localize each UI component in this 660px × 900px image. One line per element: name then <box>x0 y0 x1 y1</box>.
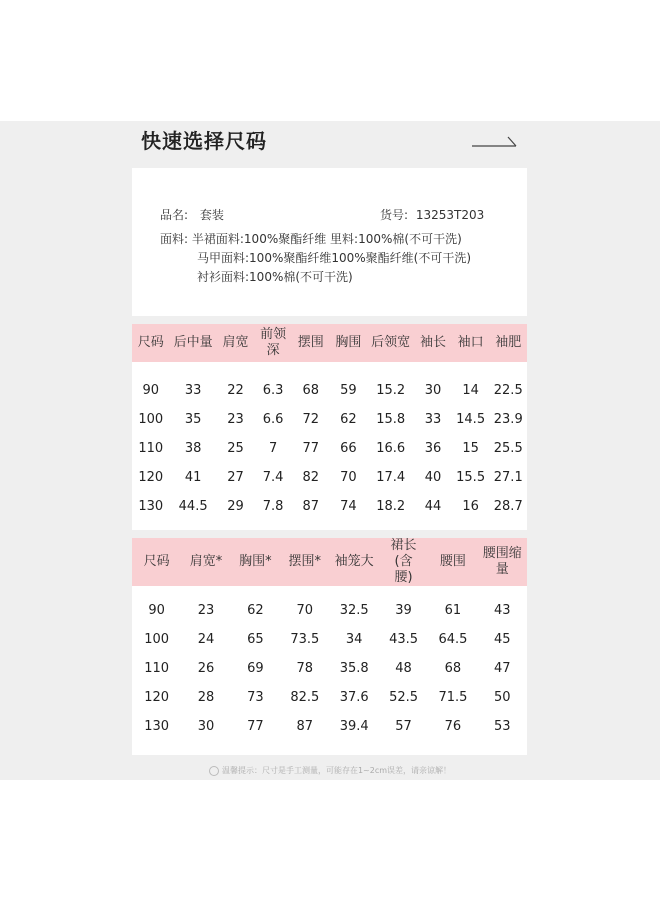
table-header-cell: 腰围 <box>439 554 466 569</box>
table-cell: 39 <box>395 602 412 618</box>
table-cell: 23.9 <box>493 411 523 427</box>
size-table-bottom <box>132 538 527 755</box>
table-cell: 47 <box>494 660 511 676</box>
table-row <box>132 654 527 683</box>
table-header-row <box>132 538 527 586</box>
table-cell: 14 <box>462 382 479 398</box>
fabric-label: 面料: <box>160 232 189 246</box>
table-cell: 110 <box>144 660 170 676</box>
table-cell: 71.5 <box>438 689 468 705</box>
table-cell: 100 <box>144 631 170 647</box>
table-cell: 43 <box>494 602 511 618</box>
sku-value: 13253T203 <box>415 208 485 222</box>
table-cell: 25.5 <box>493 440 523 456</box>
table-header-cell: 肩宽* <box>189 554 223 569</box>
table-cell: 120 <box>144 689 170 705</box>
table-cell: 27 <box>227 469 244 485</box>
table-header-cell: 摆围* <box>288 554 322 569</box>
measurement-note <box>0 765 660 776</box>
table-cell: 82 <box>302 469 319 485</box>
table-header-row <box>132 324 527 362</box>
table-cell: 30 <box>424 382 442 398</box>
table-cell: 87 <box>302 498 319 514</box>
table-cell: 38 <box>184 440 202 456</box>
page-title: 快速选择尺码 <box>141 129 267 153</box>
table-cell: 7 <box>268 440 278 456</box>
table-cell: 36 <box>424 440 442 456</box>
table-row <box>132 596 527 625</box>
table-cell: 61 <box>444 602 462 618</box>
table-row <box>132 463 527 492</box>
table-cell: 35 <box>184 411 202 427</box>
table-cell: 82.5 <box>290 689 320 705</box>
table-row <box>132 625 527 654</box>
table-cell: 120 <box>138 469 164 485</box>
table-cell: 34 <box>345 631 363 647</box>
table-row <box>132 683 527 712</box>
fabric-line: 衬衫面料:100%棉(不可干洗) <box>197 270 353 284</box>
table-cell: 68 <box>302 382 319 398</box>
table-cell: 23 <box>227 411 244 427</box>
table-cell: 17.4 <box>376 469 406 485</box>
table-header-cell: 后领宽 <box>371 335 411 350</box>
product-info-card <box>132 168 527 316</box>
table-cell: 78 <box>296 660 314 676</box>
table-header-cell: 后中量 <box>173 335 213 350</box>
table-cell: 50 <box>494 689 511 705</box>
table-cell: 57 <box>395 718 412 734</box>
measurement-note-text: 温馨提示：尺寸是手工测量，可能存在1~2cm误差，请亲谅解！ <box>221 766 452 775</box>
table-cell: 73 <box>247 689 264 705</box>
table-cell: 15 <box>462 440 479 456</box>
table-header-cell: 袖口 <box>457 335 484 350</box>
smile-icon <box>209 766 219 776</box>
table-cell: 43.5 <box>389 631 419 647</box>
table-cell: 73.5 <box>290 631 320 647</box>
table-header-cell: 尺码 <box>143 554 170 569</box>
table-row <box>132 492 527 521</box>
table-cell: 40 <box>424 469 442 485</box>
table-cell: 59 <box>340 382 357 398</box>
table-header-cell: 袖肥 <box>495 335 522 350</box>
table-cell: 87 <box>296 718 314 734</box>
table-cell: 68 <box>444 660 462 676</box>
table-cell: 26 <box>197 660 215 676</box>
table-cell: 70 <box>340 469 357 485</box>
table-cell: 48 <box>395 660 412 676</box>
table-cell: 24 <box>197 631 215 647</box>
table-cell: 25 <box>227 440 244 456</box>
table-cell: 74 <box>340 498 357 514</box>
table-cell: 28 <box>197 689 215 705</box>
table-cell: 53 <box>494 718 511 734</box>
table-cell: 30 <box>197 718 215 734</box>
table-header-cell: 胸围 <box>335 335 362 350</box>
table-cell: 44 <box>424 498 442 514</box>
table-cell: 7.8 <box>262 498 284 514</box>
table-cell: 130 <box>144 718 170 734</box>
table-cell: 6.6 <box>262 411 284 427</box>
table-cell: 76 <box>444 718 462 734</box>
table-cell: 69 <box>247 660 264 676</box>
table-cell: 90 <box>148 602 165 618</box>
table-cell: 77 <box>247 718 264 734</box>
table-header-cell: 裙长(含腰) <box>390 538 417 585</box>
table-cell: 72 <box>302 411 319 427</box>
table-cell: 65 <box>247 631 264 647</box>
table-cell: 33 <box>184 382 202 398</box>
table-cell: 16.6 <box>376 440 406 456</box>
table-cell: 35.8 <box>339 660 369 676</box>
table-cell: 130 <box>138 498 164 514</box>
size-table-top <box>132 324 527 530</box>
table-cell: 52.5 <box>389 689 419 705</box>
table-cell: 15.5 <box>456 469 486 485</box>
table-cell: 22.5 <box>493 382 523 398</box>
table-cell: 70 <box>296 602 314 618</box>
table-header-cell: 胸围* <box>239 554 272 569</box>
table-header-cell: 腰围缩量 <box>482 546 522 577</box>
table-header-cell: 袖笼大 <box>334 554 374 569</box>
table-row <box>132 376 527 405</box>
table-header-cell: 前领深 <box>260 327 287 358</box>
table-header-cell: 摆围 <box>297 335 324 350</box>
table-cell: 77 <box>302 440 319 456</box>
table-cell: 29 <box>227 498 244 514</box>
table-cell: 6.3 <box>262 382 284 398</box>
table-cell: 23 <box>197 602 215 618</box>
table-row <box>132 434 527 463</box>
table-header-cell: 肩宽 <box>222 335 249 350</box>
table-cell: 45 <box>494 631 511 647</box>
table-cell: 18.2 <box>376 498 406 514</box>
table-cell: 66 <box>340 440 357 456</box>
table-cell: 39.4 <box>339 718 369 734</box>
table-cell: 100 <box>138 411 164 427</box>
table-cell: 32.5 <box>339 602 369 618</box>
table-cell: 62 <box>247 602 264 618</box>
table-row <box>132 712 527 741</box>
sku-label: 货号: <box>380 208 409 222</box>
table-cell: 44.5 <box>178 498 208 514</box>
table-cell: 110 <box>138 440 164 456</box>
table-header-cell: 袖长 <box>419 335 446 350</box>
product-name-value: 套装 <box>199 208 224 222</box>
table-cell: 22 <box>227 382 244 398</box>
product-name-label: 品名: <box>160 208 189 222</box>
table-cell: 16 <box>462 498 479 514</box>
table-cell: 15.8 <box>376 411 406 427</box>
table-cell: 41 <box>184 469 202 485</box>
fabric-line: 半裙面料:100%聚酯纤维 里料:100%棉(不可干洗) <box>191 232 462 246</box>
table-cell: 28.7 <box>493 498 523 514</box>
table-cell: 7.4 <box>262 469 284 485</box>
table-row <box>132 405 527 434</box>
table-cell: 14.5 <box>456 411 486 427</box>
table-cell: 37.6 <box>339 689 369 705</box>
table-cell: 90 <box>142 382 160 398</box>
arrow-right-icon <box>470 132 518 150</box>
table-cell: 33 <box>424 411 442 427</box>
table-cell: 15.2 <box>376 382 406 398</box>
table-cell: 27.1 <box>493 469 523 485</box>
table-header-cell: 尺码 <box>137 335 164 350</box>
fabric-line: 马甲面料:100%聚酯纤维100%聚酯纤维(不可干洗) <box>197 251 472 265</box>
table-cell: 62 <box>340 411 357 427</box>
table-cell: 64.5 <box>438 631 468 647</box>
